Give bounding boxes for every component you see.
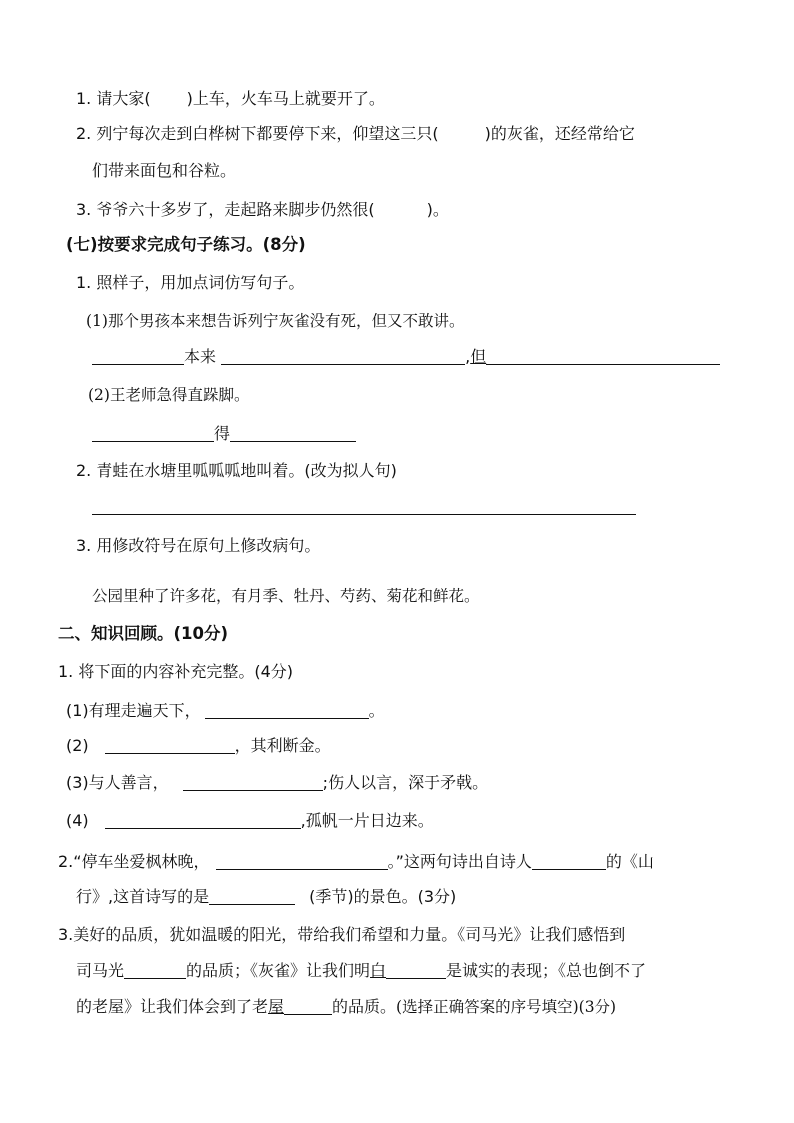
q6-3 [76, 199, 449, 221]
q7-2-answer [92, 496, 636, 518]
answer-blank[interactable] [92, 496, 636, 515]
question-hint: (选择正确答案的序号填空)(3分) [396, 998, 617, 1016]
p2-q2 [58, 851, 654, 873]
answer-blank[interactable] [486, 346, 720, 365]
p2-q3-line2 [76, 960, 646, 982]
question-text: 是诚实的表现；《总也倒不了 [446, 961, 647, 980]
keyword: 得 [214, 424, 231, 443]
question-text: 的品质。 [332, 997, 397, 1016]
question-number: 3. [76, 536, 92, 555]
keyword: 本来 [184, 347, 217, 366]
question-text: 列宁每次走到白桦树下都要停下来，仰望这三只( [96, 124, 439, 143]
answer-blank[interactable] [92, 346, 184, 365]
question-text: 的老屋》让我们体会到了老 [76, 997, 269, 1016]
item-text: (4) [66, 811, 89, 830]
question-text: 。”这两句诗出自诗人 [387, 852, 532, 871]
answer-blank[interactable] [216, 851, 388, 870]
answer-blank[interactable] [284, 996, 332, 1015]
question-text: )上车，火车马上就要开了。 [186, 89, 385, 108]
question-text: “停车坐爱枫林晚， [73, 852, 210, 871]
answer-blank[interactable] [386, 960, 446, 979]
p2-q3-line3 [76, 996, 616, 1018]
answer-blank[interactable] [183, 772, 323, 791]
question-text: 请大家( [96, 89, 151, 108]
q7-2 [76, 460, 397, 482]
p2-q1 [58, 661, 293, 683]
item-text: (2) [66, 736, 89, 755]
item-text: 。 [368, 701, 385, 720]
q6-1 [76, 88, 385, 110]
question-text: 用修改符号在原句上修改病句。 [96, 536, 321, 555]
part2-heading: 二、知识回顾。(10分) [58, 624, 229, 643]
p2-q3 [58, 924, 625, 946]
item-text: ,孤帆一片日边来。 [300, 811, 434, 830]
answer-blank[interactable] [92, 423, 214, 442]
question-text: 的品质；《灰雀》让我们明 [186, 961, 371, 980]
question-number: 1. [76, 273, 92, 292]
question-number: 2. [76, 124, 92, 143]
q6-2 [76, 123, 635, 145]
p2-q1-item-1 [66, 700, 385, 722]
question-text: 的《山 [605, 852, 654, 871]
question-number: 2. [58, 852, 74, 871]
q6-2-cont: 们带来面包和谷粒。 [92, 161, 237, 180]
answer-blank[interactable] [221, 346, 465, 365]
q7-3-sentence[interactable]: 公园里种了许多花，有月季、牡丹、芍药、菊花和鲜花。 [92, 587, 480, 605]
item-text: (3)与人善言， [66, 773, 169, 792]
item-text: (1)有理走遍天下， [66, 701, 201, 720]
p2-q1-item-4 [66, 810, 434, 832]
question-text: 将下面的内容补充完整。(4分) [78, 662, 294, 681]
question-number: 2. [76, 461, 92, 480]
answer-blank[interactable] [205, 700, 369, 719]
question-text: 青蛙在水塘里呱呱呱地叫着。(改为拟人句) [96, 461, 397, 480]
question-number: 1. [58, 662, 74, 681]
answer-blank[interactable] [532, 851, 606, 870]
answer-blank[interactable] [105, 735, 235, 754]
q7-3 [76, 535, 320, 557]
q7-1-1-answer [92, 346, 720, 368]
section7-heading: (七)按要求完成句子练习。(8分) [66, 235, 306, 254]
question-text: 行》,这首诗写的是 [76, 887, 210, 906]
question-text: )的灰雀，还经常给它 [484, 124, 635, 143]
item-text: ，其利断金。 [234, 736, 331, 755]
q7-1-1-example: (1)那个男孩本来想告诉列宁灰雀没有死，但又不敢讲。 [86, 312, 465, 330]
question-text: 爷爷六十多岁了，走起路来脚步仍然很( [96, 200, 375, 219]
p2-q2-cont [76, 886, 456, 908]
question-text: 司马光 [76, 961, 125, 980]
keyword: 但 [470, 347, 487, 366]
q7-1 [76, 272, 304, 294]
question-text: (季节)的景色。(3分) [309, 887, 457, 906]
question-text: 照样子，用加点词仿写句子。 [96, 273, 305, 292]
question-text: 白 [370, 961, 387, 980]
p2-q1-item-2 [66, 735, 331, 757]
question-number: 3. [76, 200, 92, 219]
answer-blank[interactable] [230, 423, 356, 442]
separator: , [465, 347, 471, 366]
question-number: 1. [76, 89, 92, 108]
answer-blank[interactable] [124, 960, 186, 979]
question-text: 美好的品质，犹如温暖的阳光，带给我们希望和力量。《司马光》让我们感悟到 [73, 925, 626, 944]
item-text: ;伤人以言，深于矛戟。 [322, 773, 489, 792]
question-text: )。 [426, 200, 449, 219]
p2-q1-item-3 [66, 772, 488, 794]
question-text: 屋 [268, 997, 285, 1016]
q7-1-2-answer [92, 423, 356, 445]
question-number: 3. [58, 925, 74, 944]
answer-blank[interactable] [105, 810, 301, 829]
answer-blank[interactable] [209, 886, 295, 905]
q7-1-2-example: (2)王老师急得直跺脚。 [88, 386, 250, 404]
